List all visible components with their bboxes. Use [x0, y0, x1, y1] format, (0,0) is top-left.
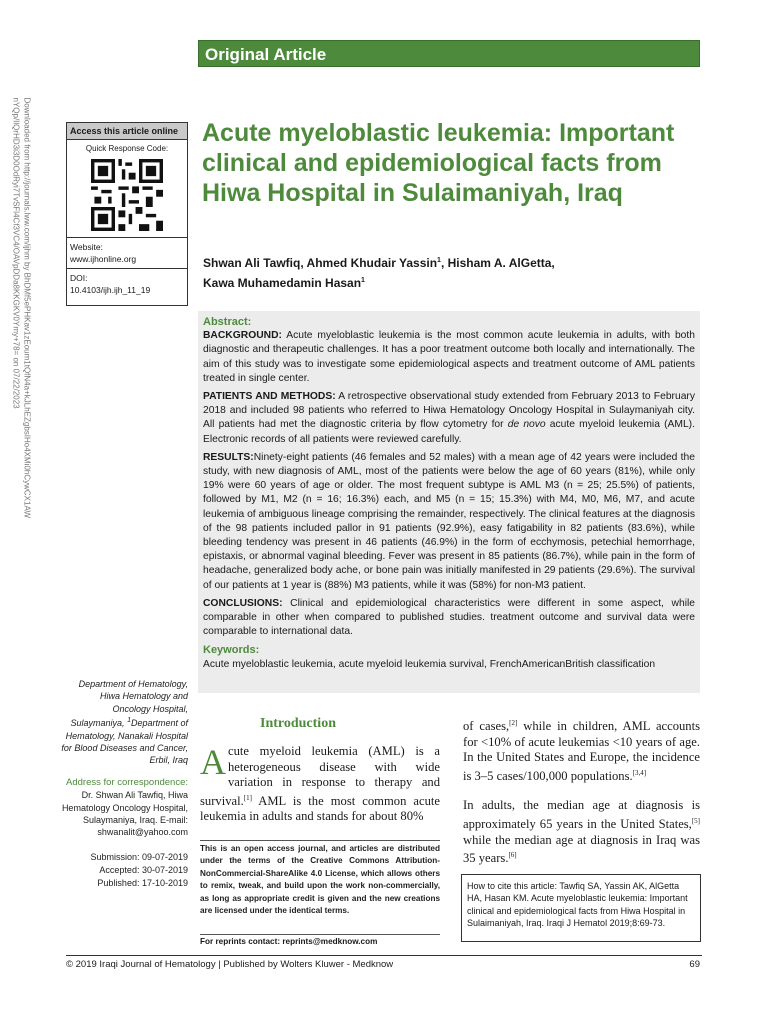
methods-italic: de novo — [507, 419, 546, 431]
correspondence-text: Dr. Shwan Ali Tawfiq, Hiwa Hematology Oncology Hospital, Sulaymaniya, Iraq. E-mail: shwanalit@yahoo.com — [61, 790, 188, 838]
abstract-heading: Abstract: — [203, 316, 252, 328]
author-affiliation-sup: 1 — [437, 257, 441, 264]
website-section — [67, 237, 187, 268]
abstract-background — [203, 329, 695, 386]
affiliation-dept-1: Department of Hematology, Hiwa Hematology and Oncology Hospital, Sulaymaniya, — [70, 679, 188, 729]
intro-col2-p2 — [463, 798, 700, 866]
article-title: Acute myeloblastic leukemia: Important clinical and epidemiological facts from Hiwa Hospital in Sulaimaniyah, Iraq — [202, 119, 675, 207]
doi-section — [67, 268, 187, 299]
ref-2[interactable]: [2] — [509, 719, 518, 727]
download-watermark-line-1: Downloaded from http://journals.lww.com/ijhm by BhDMf5ePHKav1zEoum1tQfN4a+kJLhEZgbsIHo4XMi0hCywCX1AW — [22, 97, 32, 519]
intro-p1-b: AML is the most common acute leukemia in adults and stands for about 80% — [200, 793, 440, 824]
download-watermark — [0, 98, 33, 733]
keywords-text: Acute myeloblastic leukemia, acute myeloid leukemia survival, FrenchAmericanBritish classification — [203, 658, 656, 670]
doi-label: DOI: — [70, 273, 88, 283]
affiliation-sup: 1 — [127, 717, 131, 725]
license-notice: This is an open access journal, and articles are distributed under the terms of the Creative Commons Attribution-NonCommercial-ShareAlike 4.0 License, which allows others to remix, tweak, and build upon the work non-commercially, as long as appropriate credit is given and the new creations are licensed under the identical terms. — [200, 840, 440, 917]
methods-text-b: acute myeloid leukemia (AML). Electronic records of all patients were reviewed carefully. — [203, 419, 695, 445]
intro-column-2 — [463, 716, 700, 881]
keywords-heading: Keywords: — [203, 644, 260, 657]
authors-line-2: Kawa Muhamedamin Hasan — [203, 276, 362, 290]
background-label: BACKGROUND: — [203, 330, 282, 342]
intro-column-1 — [200, 744, 440, 825]
authors-line-1: Shwan Ali Tawfiq, Ahmed Khudair Yassin — [203, 256, 438, 270]
footer-divider — [66, 955, 702, 956]
affiliation-dept-2: Department of Hematology, Nanakali Hospital for Blood Diseases and Cancer, Erbil, Iraq — [61, 718, 188, 766]
drop-cap: A — [200, 742, 226, 782]
col2-p2-a: In adults, the median age at diagnosis is approximately 65 years in the United States, — [463, 798, 700, 832]
col2-p1-a: of cases, — [463, 719, 510, 734]
published-date: Published: 17-10-2019 — [97, 877, 188, 888]
intro-col2-p1 — [463, 716, 700, 784]
intro-p1-a: cute myeloid leukemia (AML) is a heterogeneous disease with wide variation in response to therapy and survival. — [200, 744, 440, 808]
author-affiliation-sup-2: 1 — [361, 277, 365, 284]
methods-text-a: A retrospective observational study extended from February 2013 to February 2018 and included 98 patients who referred to Hiwa Hematology Oncology Hospital in Sulaymaniyah city. All patients had met the diagnostic criteria by flow cytometry for — [203, 391, 696, 431]
reprints-contact: For reprints contact: reprints@medknow.com — [200, 934, 440, 946]
access-online-title: Access this article online — [67, 123, 187, 140]
author-list — [203, 252, 703, 292]
ref-4[interactable]: [5] — [691, 816, 700, 825]
results-label: RESULTS: — [203, 451, 254, 463]
abstract-box — [198, 311, 700, 693]
correspondence-heading: Address for correspondence: — [66, 776, 188, 788]
introduction-heading: Introduction — [260, 716, 336, 731]
authors-line-1b: , Hisham A. AlGetta, — [440, 256, 555, 270]
article-type-banner: Original Article — [198, 40, 700, 67]
footer-copyright: © 2019 Iraqi Journal of Hematology | Published by Wolters Kluwer - Medknow — [66, 959, 394, 970]
how-to-cite-box: How to cite this article: Tawfiq SA, Yassin AK, AlGetta HA, Hasan KM. Acute myeloblastic leukemia: Important clinical and epidemiological facts from Hiwa Hospital in Sulaimaniyah, Iraq. Iraqi J Hematol 2019;8:69-73. — [461, 874, 701, 942]
abstract-conclusions — [203, 597, 695, 640]
submission-date: Submission: 09-07-2019 — [90, 851, 188, 862]
access-online-box — [66, 122, 188, 306]
accepted-date: Accepted: 30-07-2019 — [99, 864, 188, 875]
methods-label: PATIENTS AND METHODS: — [203, 391, 336, 403]
background-text: Acute myeloblastic leukemia is the most common acute leukemia in adults, with both diagnostic and therapeutic challenges. It has a poor treatment outcome both locally and internationally. The aim of this study was to investigate some epidemiological aspects and treatment outcome of AML patients treated in single center. — [203, 330, 695, 384]
qr-code-icon[interactable] — [91, 159, 163, 231]
col2-p1-b: while in children, AML accounts for <10% of acute leukemias <10 years of age. In the United States and Europe, the incidence is 3–5 cases/100,000 populations. — [463, 719, 701, 783]
ref-1[interactable]: [1] — [243, 793, 252, 802]
download-watermark-line-2: nYQp/IlQrHD3i3D0OdRyi7TvSFl4Cf3VC4/OAVpDDa8KKGKV0Ymy+78= on 07/22/2023 — [11, 97, 21, 409]
doi-value[interactable]: 10.4103/ijh.ijh_11_19 — [70, 285, 151, 295]
ref-5[interactable]: [6] — [508, 851, 517, 860]
page-number: 69 — [689, 959, 700, 970]
qr-code-label: Quick Response Code: — [85, 144, 169, 153]
abstract-methods — [203, 390, 695, 447]
website-link[interactable]: www.ijhonline.org — [70, 254, 137, 264]
conclusions-text: Clinical and epidemiological characteristics were different in some aspect, while comparable in other when compared to published studies. treatment outcome and survival data were comparable to international data. — [203, 597, 695, 638]
ref-3[interactable]: [3,4] — [632, 768, 647, 777]
article-dates — [60, 851, 188, 890]
results-text: Ninety-eight patients (46 females and 52 males) with a mean age of 42 years were included the study, with new diagnosis of AML, most of the patients were below the age of 60 years (81%), while only 19% were 60 years of age or older. The most frequent subtype is AML M3 (n = 25; 25.5%) of patients, followed by M1, M2 (n = 16; 16.3%) each, and M5 (n = 15; 15.3%) with M4, M0, M6, M7, and acute leukemia of ambiguous lineage comprising the remainder, respectively. The clinical features at the diagnosis of the 98 patients included pallor in 91 patients (92.9%), easy fatigability in 82 patients (83.6%), while bleeding tendency was present in 46 patients (46.9%) in the form of ecchymosis, petechial hemorrhage, epistaxis, or abnormal vaginal bleeding. Fever was present in 85 patients (86.7%), while pain in the form of headache, generalized body ache, or bone pain was initially manifested in 29 patients (29.6%). The survival of our patients at 1 year is (88%) M3 patients, while it was (58%) for non-M3 patient. — [203, 451, 695, 591]
col2-p2-b: while the median age at diagnosis in Iraq was 35 years. — [463, 832, 700, 866]
affiliation-text — [60, 678, 188, 767]
conclusions-label: CONCLUSIONS: — [203, 597, 283, 609]
website-label: Website: — [70, 242, 103, 252]
affiliation-column — [60, 678, 188, 890]
abstract-results — [203, 451, 695, 593]
